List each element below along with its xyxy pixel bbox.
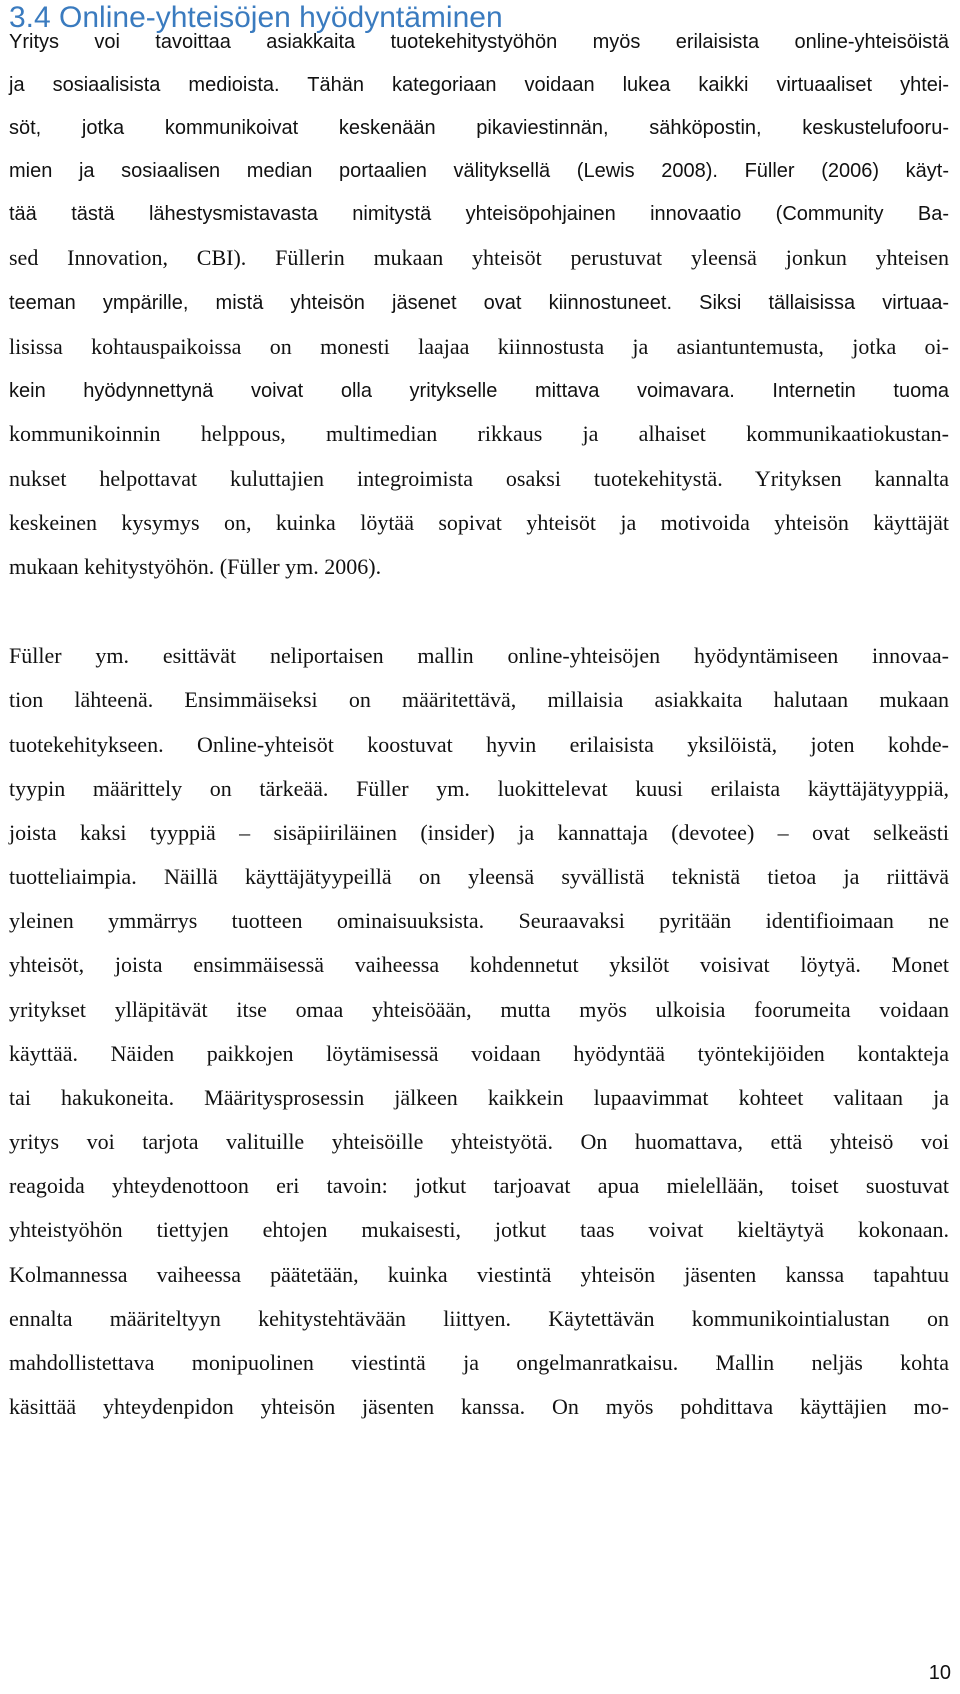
text-line: yhteistyöhön tiettyjen ehtojen mukaisesti, jotkut taas voivat kieltäytyä kokonaan. [9, 1217, 949, 1242]
text-line: tai hakukoneita. Määritysprosessin jälkeen kaikkein lupaavimmat kohteet valitaan ja [9, 1085, 949, 1110]
text-line: yleinen ymmärrys tuotteen ominaisuuksista. Seuraavaksi pyritään identifioimaan ne [9, 908, 949, 933]
text-line: reagoida yhteydenottoon eri tavoin: jotkut tarjoavat apua mielellään, toiset suostuvat [9, 1173, 949, 1198]
text-line: sed Innovation, CBI). Füllerin mukaan yhteisöt perustuvat yleensä jonkun yhteisen [9, 245, 949, 270]
text-line: Kolmannessa vaiheessa päätetään, kuinka viestintä yhteisön jäsenten kanssa tapahtuu [9, 1262, 949, 1287]
text-line: Yritys voi tavoittaa asiakkaita tuotekehitystyöhön myös erilaisista online-yhteisöistä [9, 31, 949, 53]
text-line: kein hyödynnettynä voivat olla yritykselle mittava voimavara. Internetin tuoma [9, 380, 949, 402]
text-line: tion lähteenä. Ensimmäiseksi on määritettävä, millaisia asiakkaita halutaan mukaan [9, 687, 949, 712]
text-line: joista kaksi tyyppiä – sisäpiiriläinen (insider) ja kannattaja (devotee) – ovat selkeästi [9, 820, 949, 845]
text-line: tää tästä lähestysmistavasta nimitystä yhteisöpohjainen innovaatio (Community Ba- [9, 203, 949, 225]
text-line: tuotekehitykseen. Online-yhteisöt koostuvat hyvin erilaisista yksilöistä, joten kohde- [9, 732, 949, 757]
page-number: 10 [928, 1662, 951, 1684]
text-line: söt, jotka kommunikoivat keskenään pikaviestinnän, sähköpostin, keskustelufooru- [9, 117, 949, 139]
text-line: tyypin määrittely on tärkeää. Füller ym. luokittelevat kuusi erilaista käyttäjätyyppiä, [9, 776, 949, 801]
text-line: Füller ym. esittävät neliportaisen mallin online-yhteisöjen hyödyntämiseen innovaa- [9, 643, 949, 668]
text-line: yritykset ylläpitävät itse omaa yhteisöään, mutta myös ulkoisia foorumeita voidaan [9, 997, 949, 1022]
text-line: käyttää. Näiden paikkojen löytämisessä voidaan hyödyntää työntekijöiden kontakteja [9, 1041, 949, 1066]
text-line: ennalta määriteltyyn kehitystehtävään liittyen. Käytettävän kommunikointialustan on [9, 1306, 949, 1331]
text-line: mahdollistettava monipuolinen viestintä ja ongelmanratkaisu. Mallin neljäs kohta [9, 1350, 949, 1375]
text-line: käsittää yhteydenpidon yhteisön jäsenten kanssa. On myös pohdittava käyttäjien mo- [9, 1394, 949, 1419]
text-line: mukaan kehitystyöhön. (Füller ym. 2006). [9, 554, 382, 579]
text-line: tuotteliaimpia. Näillä käyttäjätyypeillä on yleensä syvällistä teknistä tietoa ja riittävä [9, 864, 949, 889]
text-line: teeman ympärille, mistä yhteisön jäsenet ovat kiinnostuneet. Siksi tällaisissa virtuaa- [9, 292, 949, 314]
text-line: keskeinen kysymys on, kuinka löytää sopivat yhteisöt ja motivoida yhteisön käyttäjät [9, 510, 949, 535]
text-line: mien ja sosiaalisen median portaalien välityksellä (Lewis 2008). Füller (2006) käyt- [9, 160, 949, 182]
text-line: lisissa kohtauspaikoissa on monesti laajaa kiinnostusta ja asiantuntemusta, jotka oi- [9, 334, 949, 359]
text-line: nukset helpottavat kuluttajien integroimista osaksi tuotekehitystä. Yrityksen kannalta [9, 466, 949, 491]
text-line: yritys voi tarjota valituille yhteisöille yhteistyötä. On huomattava, että yhteisö voi [9, 1129, 949, 1154]
text-line: ja sosiaalisista medioista. Tähän kategoriaan voidaan lukea kaikki virtuaaliset yhtei- [9, 74, 949, 96]
text-line: yhteisöt, joista ensimmäisessä vaiheessa kohdennetut yksilöt voisivat löytyä. Monet [9, 952, 949, 977]
section-heading: 3.4 Online-yhteisöjen hyödyntäminen [9, 1, 503, 34]
text-line: kommunikoinnin helppous, multimedian rikkaus ja alhaiset kommunikaatiokustan- [9, 421, 949, 446]
